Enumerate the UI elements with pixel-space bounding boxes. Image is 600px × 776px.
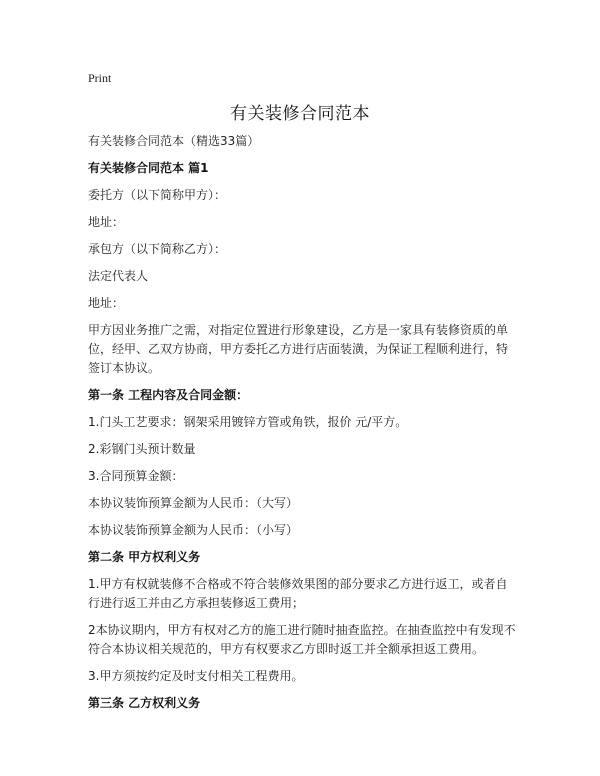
document-body [88,132,516,721]
article-2-heading: 第二条 甲方权利义务 [88,550,201,564]
amount-lowercase-line: 本协议装饰预算金额为人民币：（小写） [88,523,299,537]
article-2-item-2: 2本协议期内，甲方有权对乙方的施工进行随时抽查监控。在抽查监控中有发现不符合本协议相关规范的，甲方有权要求乙方即时返工并全额承担返工费用。 [88,623,516,656]
client-line: 委托方（以下简称甲方）： [88,188,227,202]
contractor-line: 承包方（以下简称乙方）： [88,242,227,256]
document-subtitle: 有关装修合同范本（精选33篇） [88,134,260,148]
document-title: 有关装修合同范本 [230,104,370,124]
article-1-item-3: 3.合同预算金额： [88,469,184,483]
article-2-item-3: 3.甲方须按约定及时支付相关工程费用。 [88,669,304,683]
article-3-heading: 第三条 乙方权利义务 [88,696,201,710]
client-address-line: 地址： [88,215,125,229]
intro-paragraph: 甲方因业务推广之需，对指定位置进行形象建设，乙方是一家具有装修资质的单位，经甲、乙双方协商，甲方委托乙方进行店面装潢，为保证工程顺利进行，特签订本协议。 [88,323,509,375]
section-heading: 有关装修合同范本 篇1 [88,161,209,175]
legal-representative-line: 法定代表人 [88,269,149,283]
print-label: Print [88,71,112,85]
article-1-item-2: 2.彩钢门头预计数量 [88,442,196,456]
article-1-item-1: 1.门头工艺要求：钢架采用镀锌方管或角铁，报价 元/平方。 [88,415,408,429]
article-2-item-1: 1.甲方有权就装修不合格或不符合装修效果图的部分要求乙方进行返工，或者自行进行返工并由乙方承担装修返工费用； [88,577,508,610]
contractor-address-line: 地址： [88,296,125,310]
amount-uppercase-line: 本协议装饰预算金额为人民币：（大写） [88,496,299,510]
article-1-heading: 第一条 工程内容及合同金额： [88,388,249,402]
